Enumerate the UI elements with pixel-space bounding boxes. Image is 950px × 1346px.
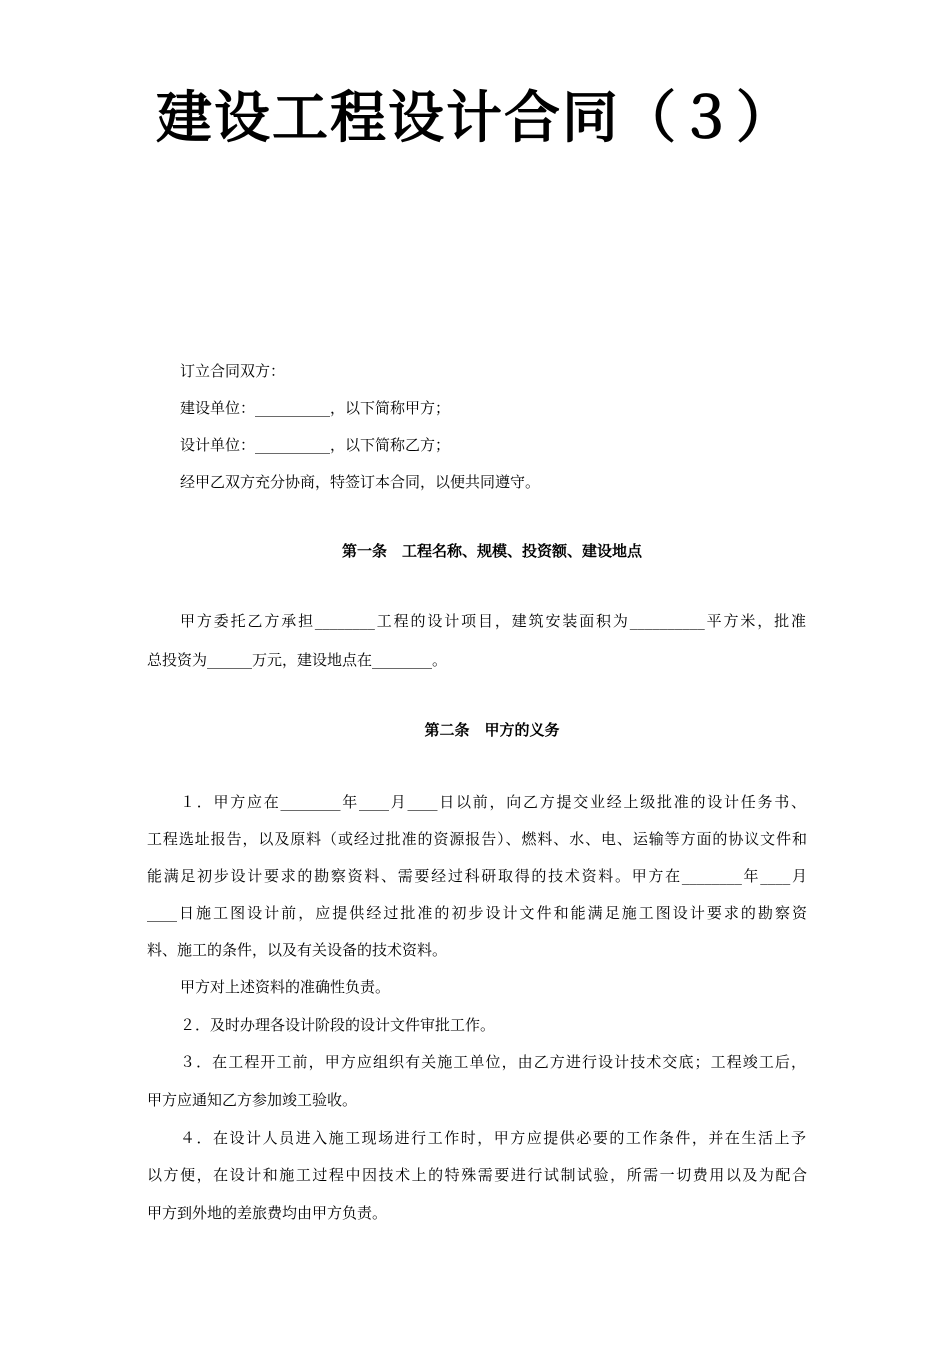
- article-2-p3: ２．及时办理各设计阶段的设计文件审批工作。: [180, 1016, 496, 1034]
- preamble-agreement: 经甲乙双方充分协商，特签订本合同，以便共同遵守。: [180, 473, 541, 491]
- article-2-p4-line-2: 甲方应通知乙方参加竣工验收。: [147, 1091, 358, 1109]
- article-2-heading: 第二条 甲方的义务: [424, 721, 560, 739]
- preamble-party-b: 设计单位：__________，以下简称乙方；: [180, 436, 451, 454]
- article-2-p1-line-1: １．甲方应在________年____月____日以前，向乙方提交业经上级批准的设计任务书、: [180, 793, 806, 811]
- article-1-line-2: 总投资为______万元，建设地点在________。: [147, 651, 448, 669]
- article-1-line-1: 甲方委托乙方承担________工程的设计项目，建筑安装面积为__________平方米，批准: [180, 612, 806, 630]
- article-2-p1-line-3: 能满足初步设计要求的勘察资料、需要经过科研取得的技术资料。甲方在________年____月: [147, 867, 807, 885]
- article-1-heading: 第一条 工程名称、规模、投资额、建设地点: [341, 542, 642, 560]
- preamble-party-a: 建设单位：__________，以下简称甲方；: [180, 399, 451, 417]
- article-2-p1-line-4: ____日施工图设计前，应提供经过批准的初步设计文件和能满足施工图设计要求的勘察资: [147, 904, 807, 922]
- document-title: 建设工程设计合同（３）: [156, 85, 794, 151]
- article-2-p2: 甲方对上述资料的准确性负责。: [180, 978, 391, 996]
- article-2-p4-line-1: ３．在工程开工前，甲方应组织有关施工单位，由乙方进行设计技术交底；工程竣工后，: [180, 1053, 806, 1071]
- article-2-p1-line-2: 工程选址报告，以及原料（或经过批准的资源报告）、燃料、水、电、运输等方面的协议文件和: [147, 830, 807, 848]
- article-2-p5-line-1: ４．在设计人员进入施工现场进行工作时，甲方应提供必要的工作条件，并在生活上予: [180, 1129, 806, 1147]
- preamble-parties: 订立合同双方：: [180, 362, 286, 380]
- article-2-p5-line-2: 以方便，在设计和施工过程中因技术上的特殊需要进行试制试验，所需一切费用以及为配合: [147, 1166, 807, 1184]
- article-2-p5-line-3: 甲方到外地的差旅费均由甲方负责。: [147, 1204, 388, 1222]
- article-2-p1-line-5: 料、施工的条件，以及有关设备的技术资料。: [147, 941, 448, 959]
